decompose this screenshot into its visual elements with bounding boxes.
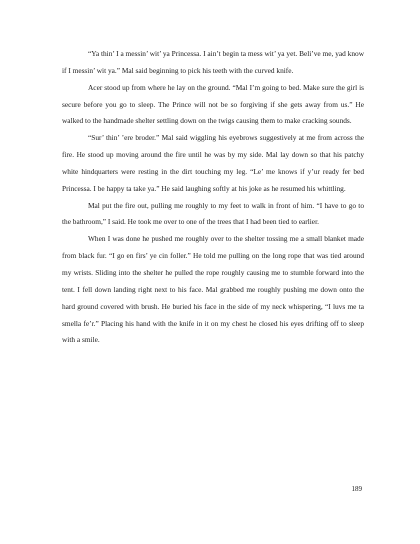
paragraph: Mal put the fire out, pulling me roughly to my feet to walk in front of him. “I have to go to the bathroom,” I said. He took me over to one of the trees that I had been tied to earlier. [62, 200, 364, 227]
paragraph: “Sur’ thin’ ’ere broder.” Mal said wiggling his eyebrows suggestively at me from across the fire. He stood up moving around the fire until he was by my side. Mal lay down so that his patchy white hindquarters were resting in the dirt touching my leg. “Le’ me knows if y’ur ready fer bed Princessa. I be happy ta take ya.” He said laughing softly at his joke as he resumed his whittling. [62, 133, 364, 193]
body-text [62, 46, 364, 349]
page-number: 189 [351, 485, 362, 493]
paragraph: “Ya thin’ I a messin’ wit’ ya Princessa. I ain’t begin ta mess wit’ ya yet. Beli’ve me, yad know if I messin’ wit ya.” Mal said beginning to pick his teeth with the curved knife. [62, 49, 364, 75]
paragraph: Acer stood up from where he lay on the ground. “Mal I’m going to bed. Make sure the girl is secure before you go to sleep. The Prince will not be so forgiving if she gets away from us.” He walked to the handmade shelter settling down on the twigs causing them to make cracking sounds. [62, 82, 364, 126]
paragraph: When I was done he pushed me roughly over to the shelter tossing me a small blanket made from black fur. “I go en firs’ ye cin foller.” He told me pulling on the long rope that was tied around my wrists. Sliding into the shelter he pulled the rope roughly causing me to stumble forward into the tent. I fell down landing right next to his face. Mal grabbed me roughly pushing me down onto the hard ground covered with brush. He buried his face in the side of my neck whispering, “I luvs me ta smella fe’r.” Placing his hand with the knife in it on my chest he closed his eyes drifting off to sleep with a smile. [62, 234, 364, 345]
